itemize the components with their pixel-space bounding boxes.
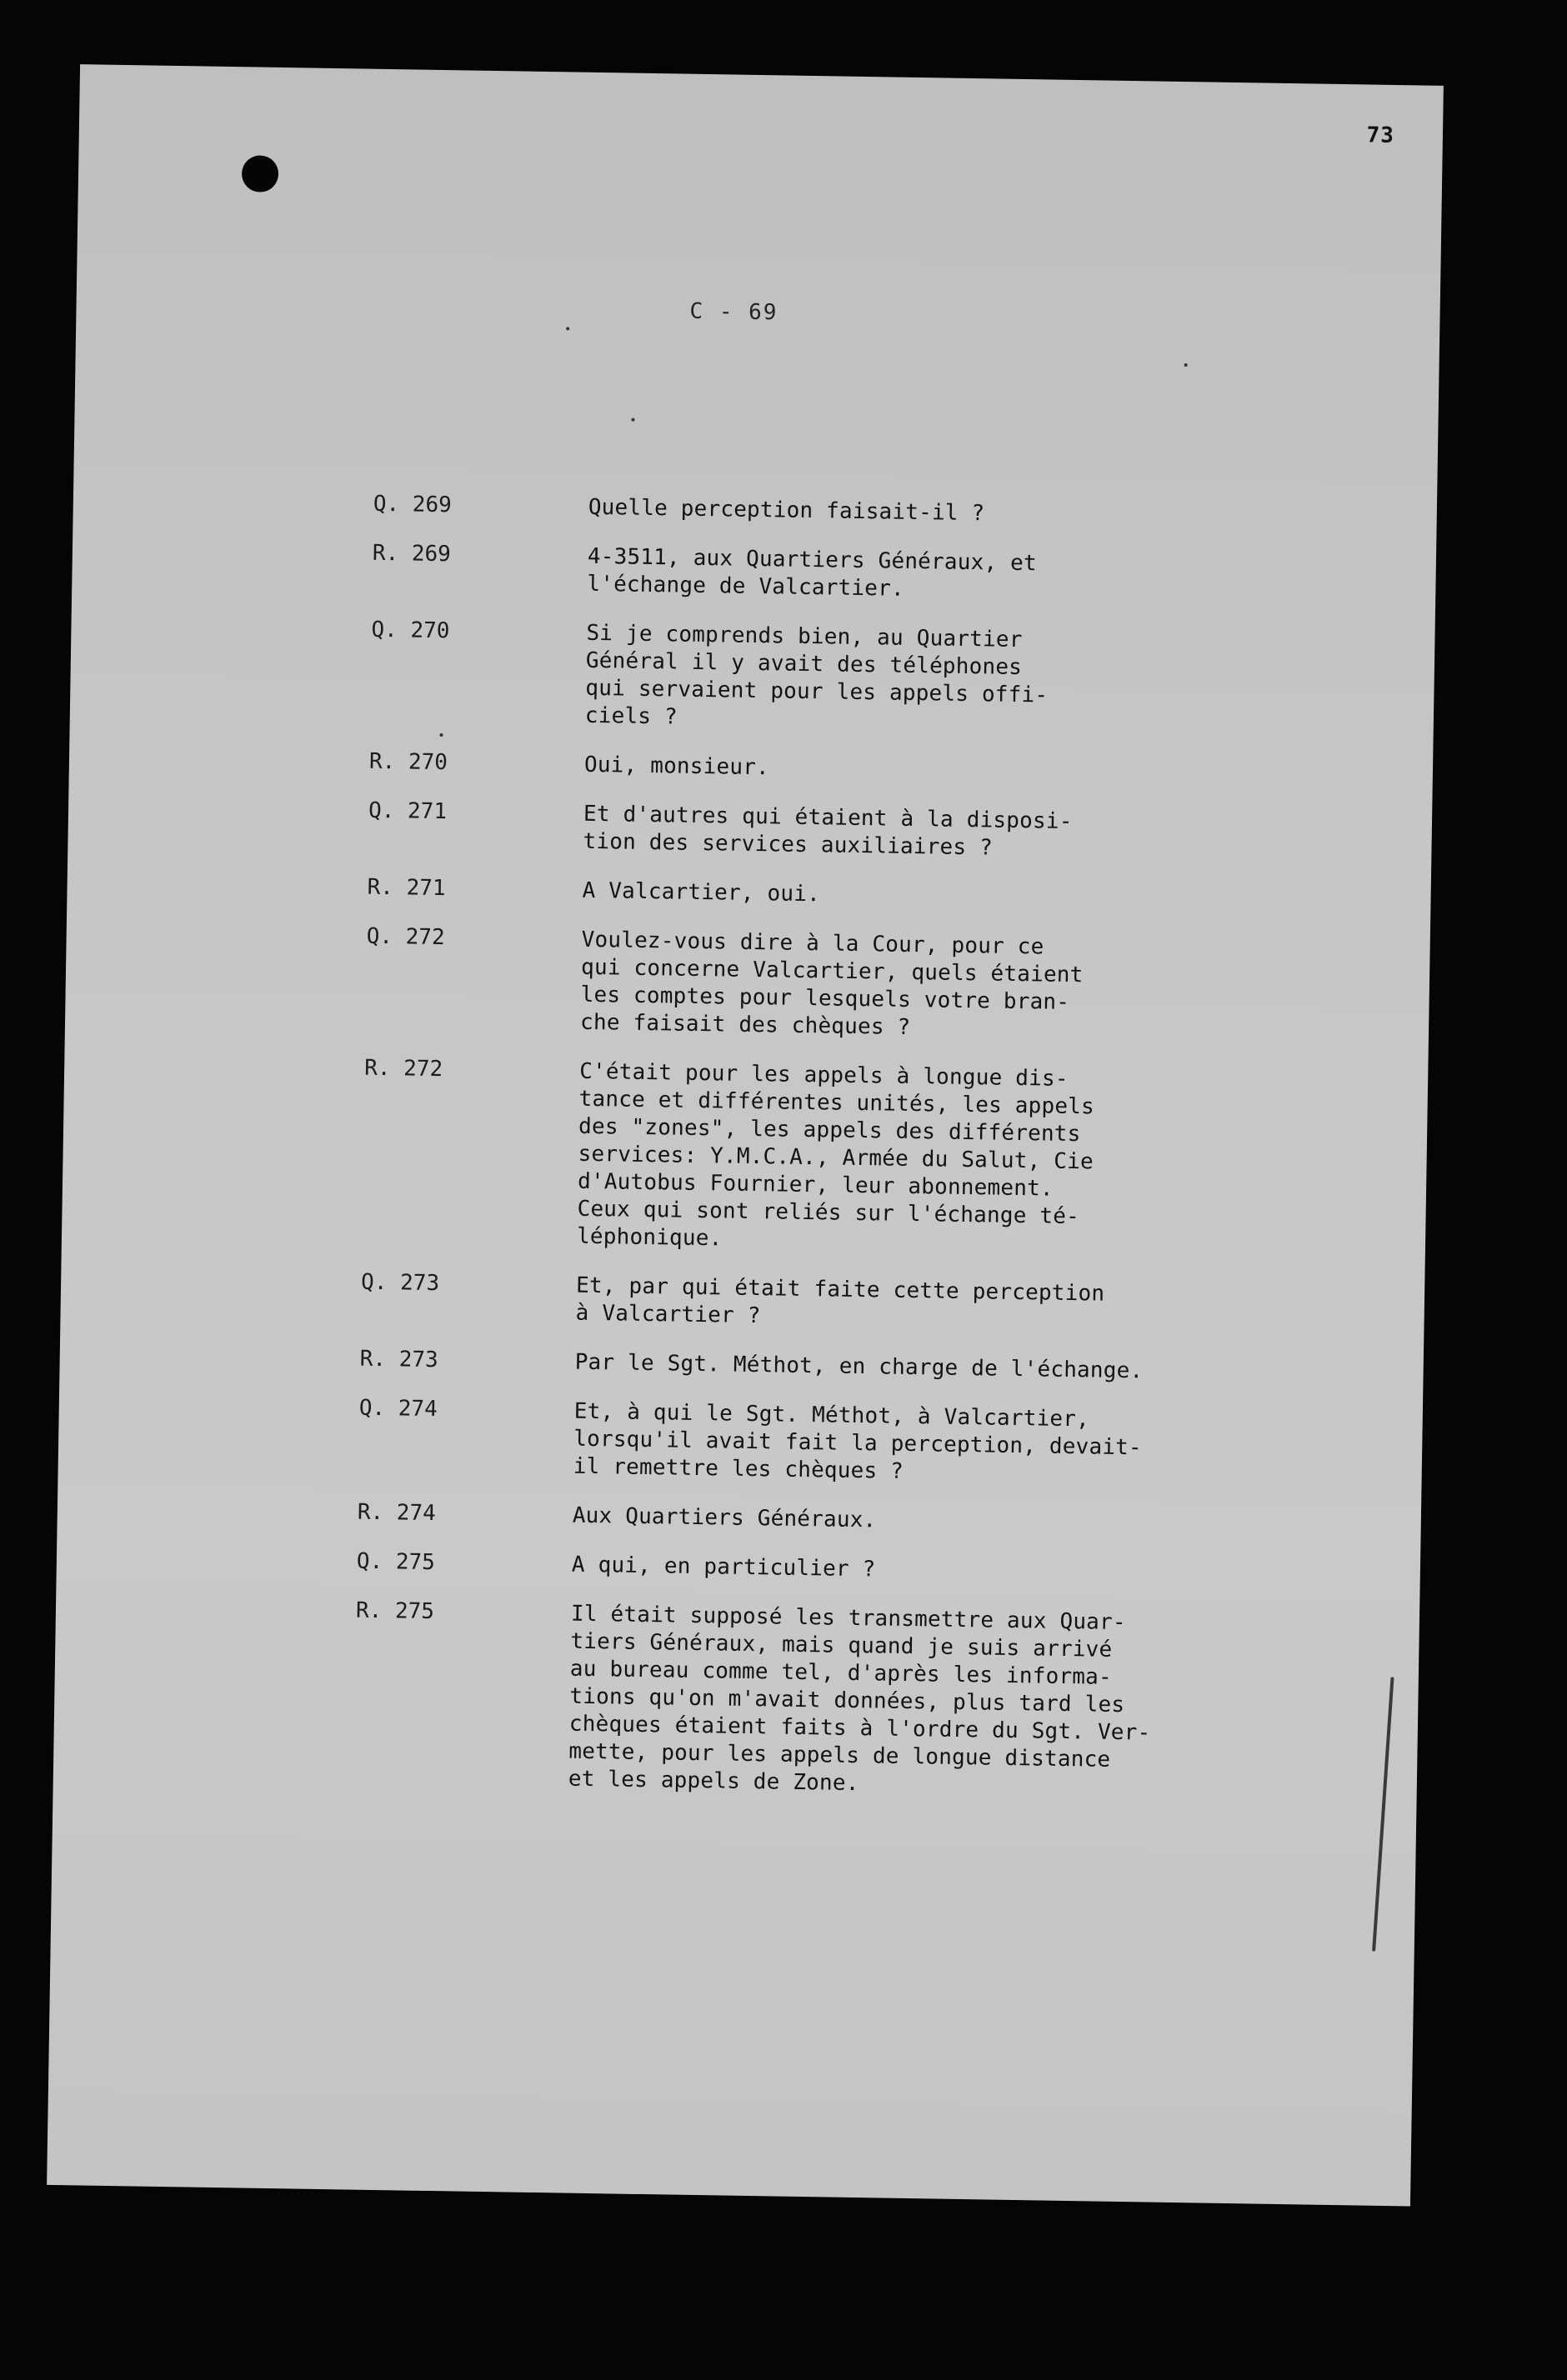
entry-label: R. 273 <box>359 1346 438 1373</box>
qa-entry <box>358 1395 1259 1492</box>
entry-label: R. 274 <box>357 1499 436 1527</box>
qa-entry <box>362 1055 1264 1262</box>
entry-text: Voulez-vous dire à la Cour, pour ce qui concerne Valcartier, quels étaient les comptes pour lesquels votre bran- che faisait des chèques ? <box>579 927 1084 1040</box>
qa-entry <box>359 1346 1259 1388</box>
qa-entry <box>370 617 1272 741</box>
entry-text: Il était supposé les transmettre aux Quar- tiers Généraux, mais quand je suis arrivé au bureau comme tel, d'après les informa- tions qu'on m'avait données, plus tard les chèques étaient faits à l'ordre du Sgt. Ver- mette, pour les appels de longue distance et les appels de Zone. <box>568 1601 1151 1797</box>
entry-label: R. 271 <box>367 874 446 902</box>
entry-label: Q. 273 <box>360 1269 440 1297</box>
qa-entry <box>367 874 1267 916</box>
paper-speck <box>439 733 443 737</box>
paper-speck <box>566 327 569 330</box>
entry-label: R. 275 <box>355 1598 435 1625</box>
entry-text: Quelle perception faisait-il ? <box>588 494 985 527</box>
document-code: C - 69 <box>689 298 778 326</box>
entry-label: Q. 272 <box>366 923 445 951</box>
qa-entry <box>358 1499 1258 1541</box>
qa-entry <box>360 1269 1261 1338</box>
entry-text: Et d'autres qui étaient à la disposi- tion des services auxiliaires ? <box>583 801 1073 861</box>
entry-text: Et, par qui était faite cette perception à Valcartier ? <box>575 1272 1105 1329</box>
page-number: 73 <box>1366 122 1395 148</box>
entry-label: Q. 274 <box>358 1395 438 1422</box>
entry-text: A qui, en particulier ? <box>571 1552 876 1582</box>
entry-text: Par le Sgt. Méthot, en charge de l'échange. <box>574 1349 1144 1384</box>
qa-entry <box>368 798 1269 867</box>
entry-label: Q. 275 <box>356 1548 436 1576</box>
entry-text: 4-3511, aux Quartiers Généraux, et l'échange de Valcartier. <box>587 543 1038 602</box>
entry-text: Aux Quartiers Généraux. <box>572 1502 877 1533</box>
entry-text: Si je comprends bien, au Quartier Général il y avait des téléphones qui servaient pour les appels offi- ciels ? <box>584 620 1049 730</box>
qa-entry <box>357 1548 1257 1590</box>
entry-text: Oui, monsieur. <box>583 752 770 781</box>
entry-label: Q. 269 <box>373 491 453 518</box>
entry-label: Q. 271 <box>368 798 448 825</box>
document-page <box>47 64 1444 2206</box>
entry-text: A Valcartier, oui. <box>582 878 821 908</box>
qa-entry <box>353 1598 1256 1804</box>
qa-transcript <box>353 491 1274 1826</box>
punch-hole <box>242 155 279 192</box>
entry-label: R. 270 <box>368 748 448 776</box>
qa-entry <box>373 491 1274 532</box>
paper-speck <box>631 418 634 422</box>
entry-label: Q. 270 <box>371 617 450 644</box>
qa-entry <box>369 748 1269 790</box>
entry-label: R. 269 <box>372 540 452 568</box>
qa-entry <box>372 540 1273 609</box>
entry-text: Et, à qui le Sgt. Méthot, à Valcartier, lorsqu'il avait fait la perception, devait- il remettre les chèques ? <box>573 1398 1143 1484</box>
margin-pencil-line <box>1372 1677 1394 1952</box>
entry-label: R. 272 <box>363 1055 443 1082</box>
qa-entry <box>365 923 1267 1048</box>
paper-speck <box>1184 363 1188 367</box>
entry-text: C'était pour les appels à longue dis- tance et différentes unités, les appels des "zones", les appels des différents services: Y.M.C.A., Armée du Salut, Cie d'Autobus Fournier, leur abonnement. Ceux qui sont reliés sur l'échange té- léphonique. <box>576 1058 1095 1252</box>
